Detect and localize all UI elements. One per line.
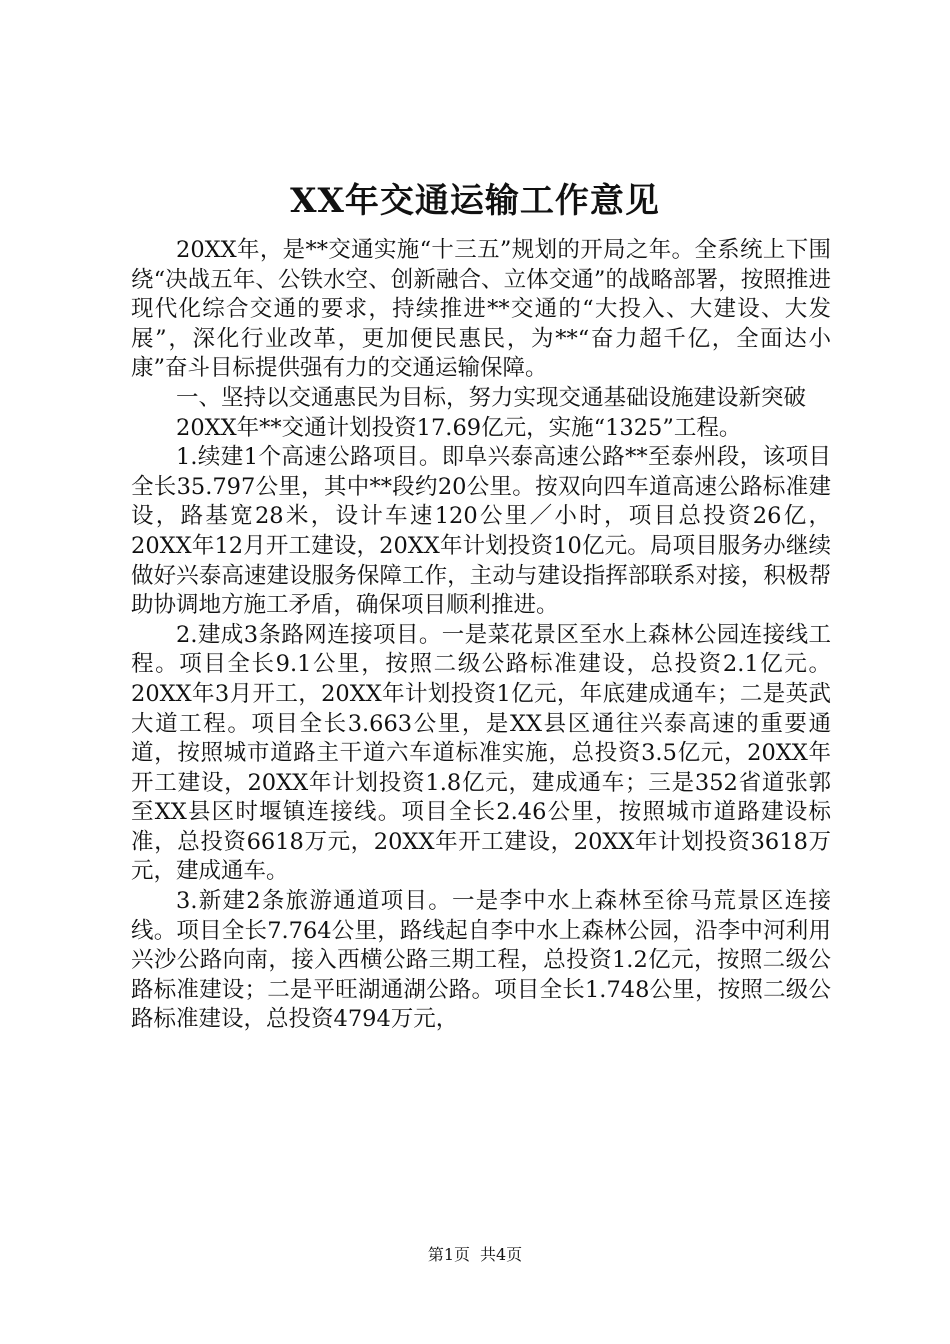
document-body [131,236,831,1035]
paragraph-item-2: 2.建成3条路网连接项目。一是菜花景区至水上森林公园连接线工程。项目全长9.1公里，按照二级公路标准建设，总投资2.1亿元。20XX年3月开工，20XX年计划投资1亿元，年底建成通车；二是英武大道工程。项目全长3.663公里，是XX县区通往兴泰高速的重要通道，按照城市道路主干道六车道标准实施，总投资3.5亿元，20XX年开工建设，20XX年计划投资1.8亿元，建成通车；三是352省道张郭至XX县区时堰镇连接线。项目全长2.46公里，按照城市道路建设标准，总投资6618万元，20XX年开工建设，20XX年计划投资3618万元，建成通车。 [131,621,831,885]
section-heading: 一、坚持以交通惠民为目标，努力实现交通基础设施建设新突破 [176,384,807,411]
paragraph-item-3: 3.新建2条旅游通道项目。一是李中水上森林至徐马荒景区连接线。项目全长7.764公里，路线起自李中水上森林公园，沿李中河利用兴沙公路向南，接入西横公路三期工程，总投资1.2亿元，按照二级公路标准建设；二是平旺湖通湖公路。项目全长1.748公里，按照二级公路标准建设，总投资4794万元， [131,888,831,1033]
paragraph-intro: 20XX年，是**交通实施“十三五”规划的开局之年。全系统上下围绕“决战五年、公铁水空、创新融合、立体交通”的战略部署，按照推进现代化综合交通的要求，持续推进**交通的“大投入、大建设、大发展”，深化行业改革，更加便民惠民，为**“奋力超千亿，全面达小康”奋斗目标提供强有力的交通运输保障。 [131,237,831,382]
paragraph-investment: 20XX年**交通计划投资17.69亿元，实施“1325”工程。 [176,414,742,441]
document-title: XX年交通运输工作意见 [290,181,660,221]
page-total: 共4页 [480,1245,523,1264]
page-footer [0,1244,950,1266]
paragraph-item-1: 1.续建1个高速公路项目。即阜兴泰高速公路**至泰州段，该项目全长35.797公里，其中**段约20公里。按双向四车道高速公路标准建设，路基宽28米，设计车速120公里／小时，项目总投资26亿，20XX年12月开工建设，20XX年计划投资10亿元。局项目服务办继续做好兴泰高速建设服务保障工作，主动与建设指挥部联系对接，积极帮助协调地方施工矛盾，确保项目顺利推进。 [131,444,831,619]
page-number: 第1页 [427,1245,470,1264]
